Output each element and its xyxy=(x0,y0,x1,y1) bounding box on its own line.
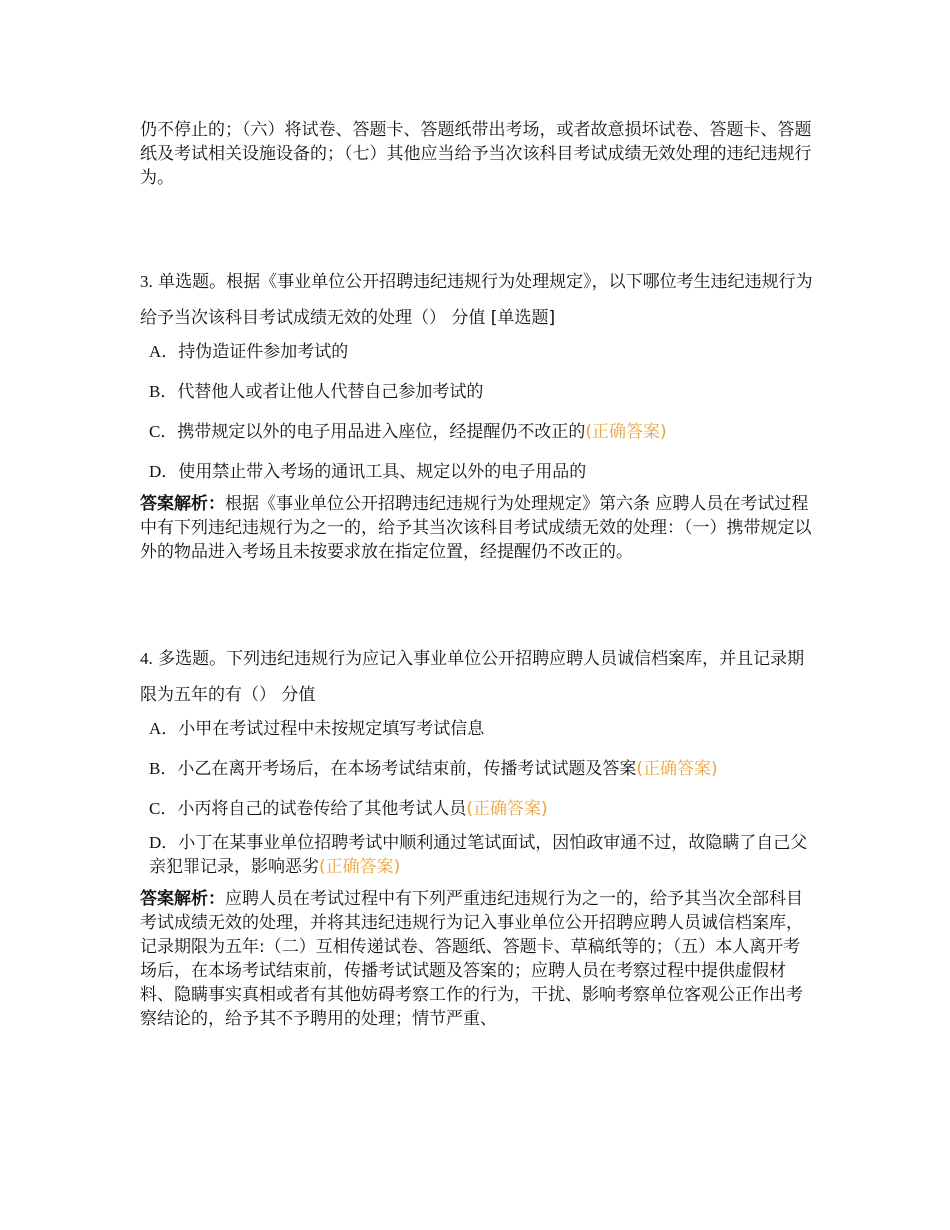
option-letter: C． xyxy=(149,422,178,441)
correct-answer-mark: (正确答案) xyxy=(585,422,667,442)
option-c[interactable] xyxy=(140,420,815,444)
question-stem xyxy=(140,264,815,336)
question-type: 单选题。 xyxy=(158,272,227,292)
option-letter: A． xyxy=(149,719,179,738)
document-page xyxy=(140,118,815,1031)
option-letter: B． xyxy=(149,759,178,778)
option-a[interactable] xyxy=(140,717,815,741)
question-number: 3. xyxy=(140,272,153,291)
option-letter: C． xyxy=(149,799,178,818)
question-3 xyxy=(140,264,815,564)
intro-paragraph: 仍不停止的；（六）将试卷、答题卡、答题纸带出考场，或者故意损坏试卷、答题卡、答题纸及考试相关设施设备的；（七）其他应当给予当次该科目考试成绩无效处理的违纪违规行为。 xyxy=(140,120,812,188)
option-letter: B． xyxy=(149,382,178,401)
question-4 xyxy=(140,641,815,1031)
question-text: 下列违纪违规行为应记入事业单位公开招聘应聘人员诚信档案库，并且记录期限为五年的有（） 分值 xyxy=(140,649,805,705)
correct-answer-mark: (正确答案) xyxy=(466,799,548,819)
analysis-text: 根据《事业单位公开招聘违纪违规行为处理规定》第六条 应聘人员在考试过程中有下列违纪违规行为之一的，给予其当次该科目考试成绩无效的处理：（一）携带规定以外的物品进入考场且未按要求放在指定位置，经提醒仍不改正的。 xyxy=(140,494,812,562)
question-number: 4. xyxy=(140,649,153,668)
question-stem xyxy=(140,641,815,713)
option-c[interactable] xyxy=(140,797,815,821)
option-d[interactable] xyxy=(140,831,809,879)
option-list xyxy=(140,340,815,484)
option-text: 携带规定以外的电子用品进入座位，经提醒仍不改正的 xyxy=(177,422,586,442)
analysis-label: 答案解析： xyxy=(140,889,225,909)
option-text: 小乙在离开考场后，在本场考试结束前，传播考试试题及答案 xyxy=(177,759,637,779)
analysis-label: 答案解析： xyxy=(140,494,225,514)
correct-answer-mark: (正确答案) xyxy=(319,857,401,877)
option-text: 小丙将自己的试卷传给了其他考试人员 xyxy=(177,799,467,819)
answer-analysis xyxy=(140,492,815,564)
option-text: 小甲在考试过程中未按规定填写考试信息 xyxy=(178,719,485,739)
question-text: 根据《事业单位公开招聘违纪违规行为处理规定》，以下哪位考生违纪违规行为给予当次该科目考试成绩无效的处理（） 分值 [单选题] xyxy=(140,272,813,328)
option-letter: D． xyxy=(149,462,179,481)
option-letter: A． xyxy=(149,342,179,361)
option-b[interactable] xyxy=(140,757,815,781)
correct-answer-mark: (正确答案) xyxy=(636,759,718,779)
answer-analysis xyxy=(140,887,815,1031)
option-a[interactable] xyxy=(140,340,815,364)
option-text: 使用禁止带入考场的通讯工具、规定以外的电子用品的 xyxy=(178,462,587,482)
option-b[interactable] xyxy=(140,380,815,404)
option-text: 小丁在某事业单位招聘考试中顺利通过笔试面试，因怕政审通不过，故隐瞒了自己父亲犯罪记录，影响恶劣 xyxy=(149,833,808,877)
question-type: 多选题。 xyxy=(158,649,227,669)
analysis-text: 应聘人员在考试过程中有下列严重违纪违规行为之一的，给予其当次全部科目考试成绩无效的处理，并将其违纪违规行为记入事业单位公开招聘应聘人员诚信档案库，记录期限为五年:（二）互相传递试卷、答题纸、答题卡、草稿纸等的；（五）本人离开考场后，在本场考试结束前，传播考试试题及答案的；应聘人员在考察过程中提供虚假材料、隐瞒事实真相或者有其他妨碍考察工作的行为，干扰、影响考察单位客观公正作出考察结论的，给予其不予聘用的处理；情节严重、 xyxy=(140,889,803,1029)
option-list xyxy=(140,717,815,879)
option-letter: D． xyxy=(149,833,179,852)
option-d[interactable] xyxy=(140,460,815,484)
option-text: 持伪造证件参加考试的 xyxy=(178,342,349,362)
option-text: 代替他人或者让他人代替自己参加考试的 xyxy=(177,382,484,402)
